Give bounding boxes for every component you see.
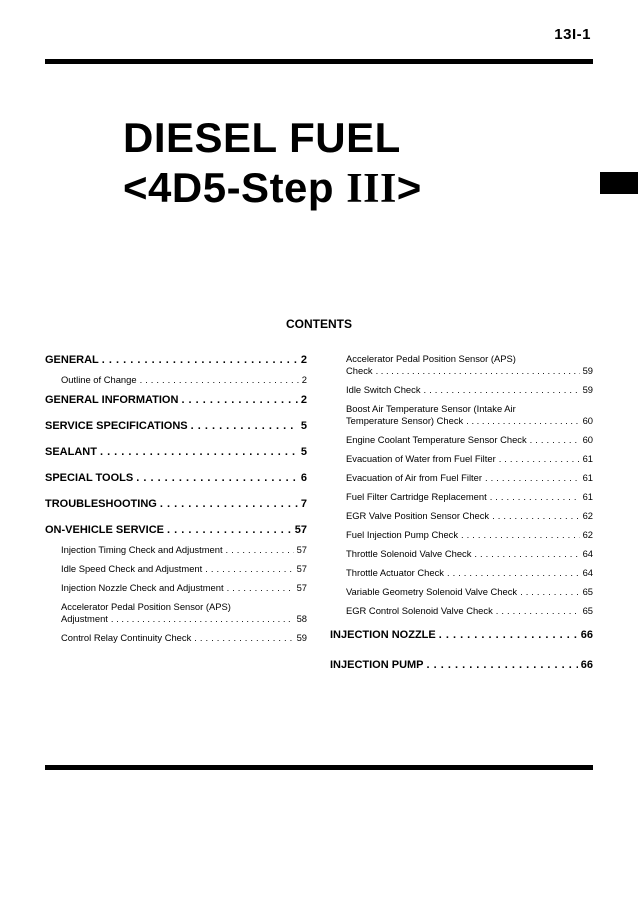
toc-entry[interactable]	[330, 491, 593, 510]
toc-entry[interactable]	[330, 529, 593, 548]
page-title	[123, 113, 593, 214]
toc-entry[interactable]	[330, 353, 593, 384]
toc-entry[interactable]	[330, 403, 593, 434]
top-rule	[45, 59, 593, 64]
toc-entry-label: Throttle Solenoid Valve Check	[346, 548, 472, 559]
dot-leader	[376, 365, 580, 377]
dot-leader	[427, 658, 578, 672]
dot-leader	[530, 434, 580, 446]
toc-entry-label: Idle Switch Check	[346, 384, 421, 395]
dot-leader	[102, 353, 298, 367]
toc-entry-page: 7	[300, 498, 307, 510]
dot-leader	[485, 472, 580, 484]
toc-entry[interactable]	[330, 384, 593, 403]
title-line-2-suffix: >	[396, 164, 422, 211]
toc-entry-label: Injection Timing Check and Adjustment	[61, 544, 223, 555]
dot-leader	[205, 563, 293, 575]
toc-entry-label: Control Relay Continuity Check	[61, 632, 192, 643]
toc-entry[interactable]	[45, 393, 307, 419]
toc-entry-label: SPECIAL TOOLS	[45, 472, 134, 484]
toc-entry-page: 61	[582, 453, 593, 464]
toc-entry-label: Fuel Injection Pump Check	[346, 529, 459, 540]
toc-entry-page: 2	[301, 374, 307, 385]
toc-entry[interactable]	[45, 497, 307, 523]
toc-entry-label: Adjustment	[61, 613, 108, 624]
toc-entry-page: 5	[300, 446, 307, 458]
toc-entry[interactable]	[330, 628, 593, 654]
dot-leader	[496, 605, 580, 617]
toc-entry-label: Check	[346, 365, 373, 376]
toc-entry-page: 65	[582, 586, 593, 597]
title-line-2	[123, 163, 593, 214]
toc-entry-label: Idle Speed Check and Adjustment	[61, 563, 203, 574]
toc-entry-label-line1: Boost Air Temperature Sensor (Intake Air	[346, 403, 516, 414]
toc-left-column	[45, 353, 307, 651]
toc-right-column	[330, 353, 593, 684]
title-line-1: DIESEL FUEL	[123, 114, 401, 161]
toc-entry-label: EGR Control Solenoid Valve Check	[346, 605, 493, 616]
toc-entry[interactable]	[330, 453, 593, 472]
toc-entry-label: GENERAL	[45, 354, 99, 366]
toc-entry-page: 66	[580, 629, 593, 641]
toc-entry[interactable]	[330, 658, 593, 684]
toc-entry-label: Variable Geometry Solenoid Valve Check	[346, 586, 518, 597]
toc-entry-page: 59	[296, 632, 307, 643]
toc-entry[interactable]	[330, 605, 593, 624]
toc-entry-label: INJECTION PUMP	[330, 659, 424, 671]
toc-entry[interactable]	[330, 586, 593, 605]
toc-entry-label: Fuel Filter Cartridge Replacement	[346, 491, 487, 502]
toc-entry-label: GENERAL INFORMATION	[45, 394, 179, 406]
dot-leader	[520, 586, 579, 598]
toc-entry-page: 6	[300, 472, 307, 484]
toc-entry[interactable]	[45, 632, 307, 651]
dot-leader	[226, 544, 294, 556]
title-line-2-roman: III	[346, 166, 397, 212]
dot-leader	[499, 453, 580, 465]
dot-leader	[181, 393, 297, 407]
toc-entry-page: 2	[300, 394, 307, 406]
dot-leader	[194, 632, 293, 644]
toc-entry-label-line1: Accelerator Pedal Position Sensor (APS)	[346, 353, 516, 364]
bottom-rule	[45, 765, 593, 770]
toc-entry-page: 5	[300, 420, 307, 432]
toc-entry-label: EGR Valve Position Sensor Check	[346, 510, 490, 521]
toc-entry-label-line1: Accelerator Pedal Position Sensor (APS)	[61, 601, 231, 612]
dot-leader	[160, 497, 298, 511]
toc-entry-label: ON-VEHICLE SERVICE	[45, 524, 164, 536]
toc-entry-label: Injection Nozzle Check and Adjustment	[61, 582, 224, 593]
dot-leader	[100, 445, 298, 459]
toc-entry[interactable]	[330, 434, 593, 453]
toc-entry[interactable]	[45, 419, 307, 445]
toc-entry-page: 60	[582, 434, 593, 445]
toc-entry[interactable]	[330, 548, 593, 567]
toc-entry-label: SERVICE SPECIFICATIONS	[45, 420, 188, 432]
toc-entry-label: Throttle Actuator Check	[346, 567, 444, 578]
toc-entry-page: 62	[582, 510, 593, 521]
toc-entry-page: 57	[296, 563, 307, 574]
toc-entry[interactable]	[45, 471, 307, 497]
toc-entry[interactable]	[45, 445, 307, 471]
toc-entry-label: Evacuation of Water from Fuel Filter	[346, 453, 496, 464]
toc-entry[interactable]	[45, 582, 307, 601]
toc-entry-page: 2	[300, 354, 307, 366]
toc-entry-page: 58	[296, 613, 307, 624]
toc-entry-page: 57	[296, 544, 307, 555]
dot-leader	[167, 523, 292, 537]
toc-entry-label: Outline of Change	[61, 374, 137, 385]
toc-entry[interactable]	[330, 567, 593, 586]
contents-heading: CONTENTS	[286, 317, 352, 331]
toc-entry-label: Engine Coolant Temperature Sensor Check	[346, 434, 527, 445]
toc-entry[interactable]	[330, 472, 593, 491]
toc-entry-page: 57	[294, 524, 307, 536]
toc-entry-page: 62	[582, 529, 593, 540]
toc-entry-page: 66	[580, 659, 593, 671]
dot-leader	[140, 374, 299, 386]
dot-leader	[474, 548, 579, 560]
dot-leader	[490, 491, 580, 503]
section-tab-marker	[600, 172, 638, 194]
toc-entry-page: 64	[582, 548, 593, 559]
dot-leader	[111, 613, 294, 625]
toc-entry-label: INJECTION NOZZLE	[330, 629, 436, 641]
toc-entry[interactable]	[45, 601, 307, 632]
toc-entry-label: TROUBLESHOOTING	[45, 498, 157, 510]
dot-leader	[424, 384, 580, 396]
dot-leader	[227, 582, 294, 594]
dot-leader	[447, 567, 580, 579]
dot-leader	[136, 471, 298, 485]
toc-entry-label: Temperature Sensor) Check	[346, 415, 464, 426]
dot-leader	[461, 529, 580, 541]
toc-entry[interactable]	[45, 374, 307, 393]
toc-entry-page: 57	[296, 582, 307, 593]
dot-leader	[191, 419, 298, 433]
toc-entry[interactable]	[45, 563, 307, 582]
toc-entry[interactable]	[45, 544, 307, 563]
title-line-2-prefix: <4D5-Step	[123, 164, 347, 211]
page-number: 13I-1	[554, 26, 591, 43]
toc-entry-page: 61	[582, 491, 593, 502]
dot-leader	[492, 510, 579, 522]
toc-entry-page: 59	[582, 365, 593, 376]
dot-leader	[466, 415, 579, 427]
toc-entry-page: 60	[582, 415, 593, 426]
toc-entry-page: 59	[582, 384, 593, 395]
toc-entry-page: 65	[582, 605, 593, 616]
toc-entry-page: 64	[582, 567, 593, 578]
toc-entry[interactable]	[330, 510, 593, 529]
dot-leader	[439, 628, 578, 642]
toc-entry-label: SEALANT	[45, 446, 97, 458]
toc-entry-page: 61	[582, 472, 593, 483]
toc-entry-label: Evacuation of Air from Fuel Filter	[346, 472, 482, 483]
